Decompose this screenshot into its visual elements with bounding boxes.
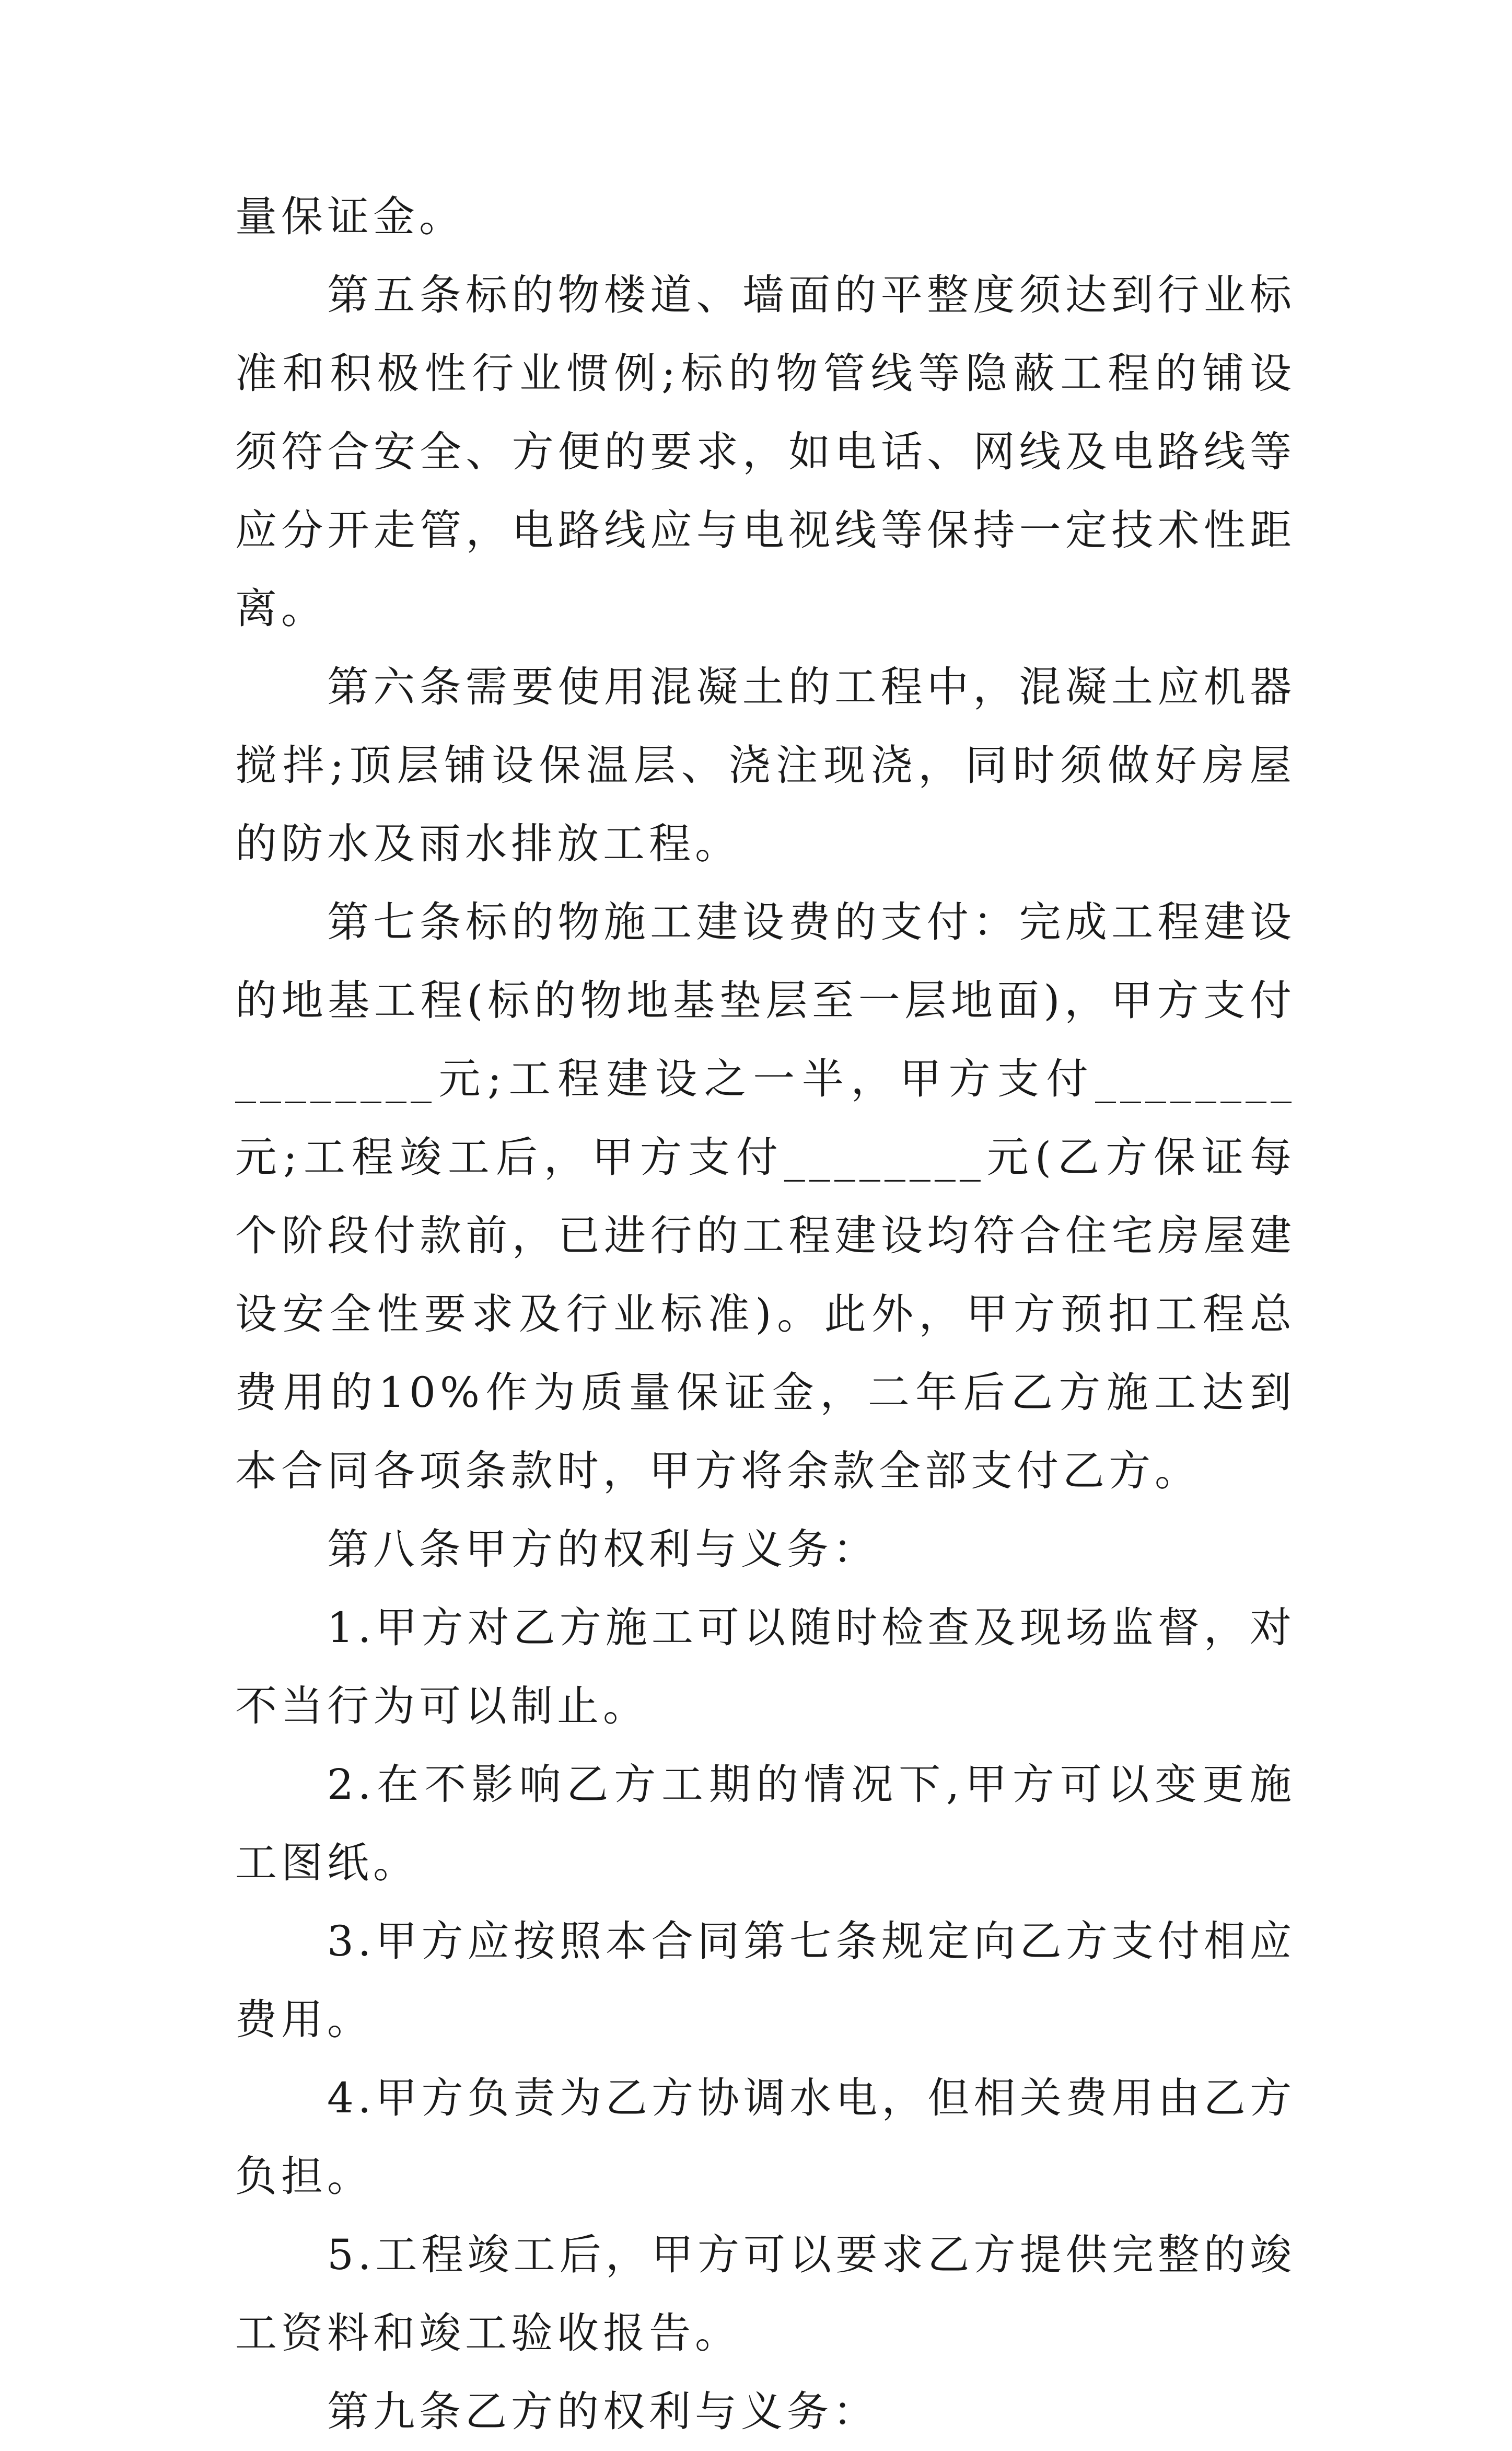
document-body — [235, 178, 1296, 2451]
paragraph-article-5: 第五条标的物楼道、墙面的平整度须达到行业标准和积极性行业惯例;标的物管线等隐蔽工程的铺设须符合安全、方便的要求，如电话、网线及电路线等应分开走管，电路线应与电视线等保持一定技术性距离。 — [235, 271, 1296, 633]
paragraph-article-8-item-1: 1.甲方对乙方施工可以随时检查及现场监督，对不当行为可以制止。 — [235, 1603, 1296, 1730]
paragraph-article-8-item-3: 3.甲方应按照本合同第七条规定向乙方支付相应费用。 — [235, 1917, 1296, 2044]
paragraph-article-8-heading: 第八条甲方的权利与义务： — [327, 1525, 879, 1574]
paragraph-continuation: 量保证金。 — [235, 192, 465, 241]
paragraph-article-8-item-5: 5.工程竣工后，甲方可以要求乙方提供完整的竣工资料和竣工验收报告。 — [235, 2230, 1296, 2357]
paragraph-article-7: 第七条标的物施工建设费的支付：完成工程建设的地基工程(标的物地基垫层至一层地面)，甲方支付________元;工程建设之一半，甲方支付________元;工程竣工后，甲方支付________元(乙方保证每个阶段付款前，已进行的工程建设均符合住宅房屋建设安全性要求及行业标准)。此外，甲方预扣工程总费用的10%作为质量保证金，二年后乙方施工达到本合同各项条款时，甲方将余款全部支付乙方。 — [235, 898, 1296, 1495]
paragraph-article-8-item-4: 4.甲方负责为乙方协调水电，但相关费用由乙方负担。 — [235, 2074, 1296, 2201]
paragraph-article-8-item-2: 2.在不影响乙方工期的情况下,甲方可以变更施工图纸。 — [235, 1760, 1296, 1887]
paragraph-article-6: 第六条需要使用混凝土的工程中，混凝土应机器搅拌;顶层铺设保温层、浇注现浇，同时须做好房屋的防水及雨水排放工程。 — [235, 663, 1296, 868]
paragraph-article-9-heading: 第九条乙方的权利与义务： — [327, 2387, 879, 2436]
